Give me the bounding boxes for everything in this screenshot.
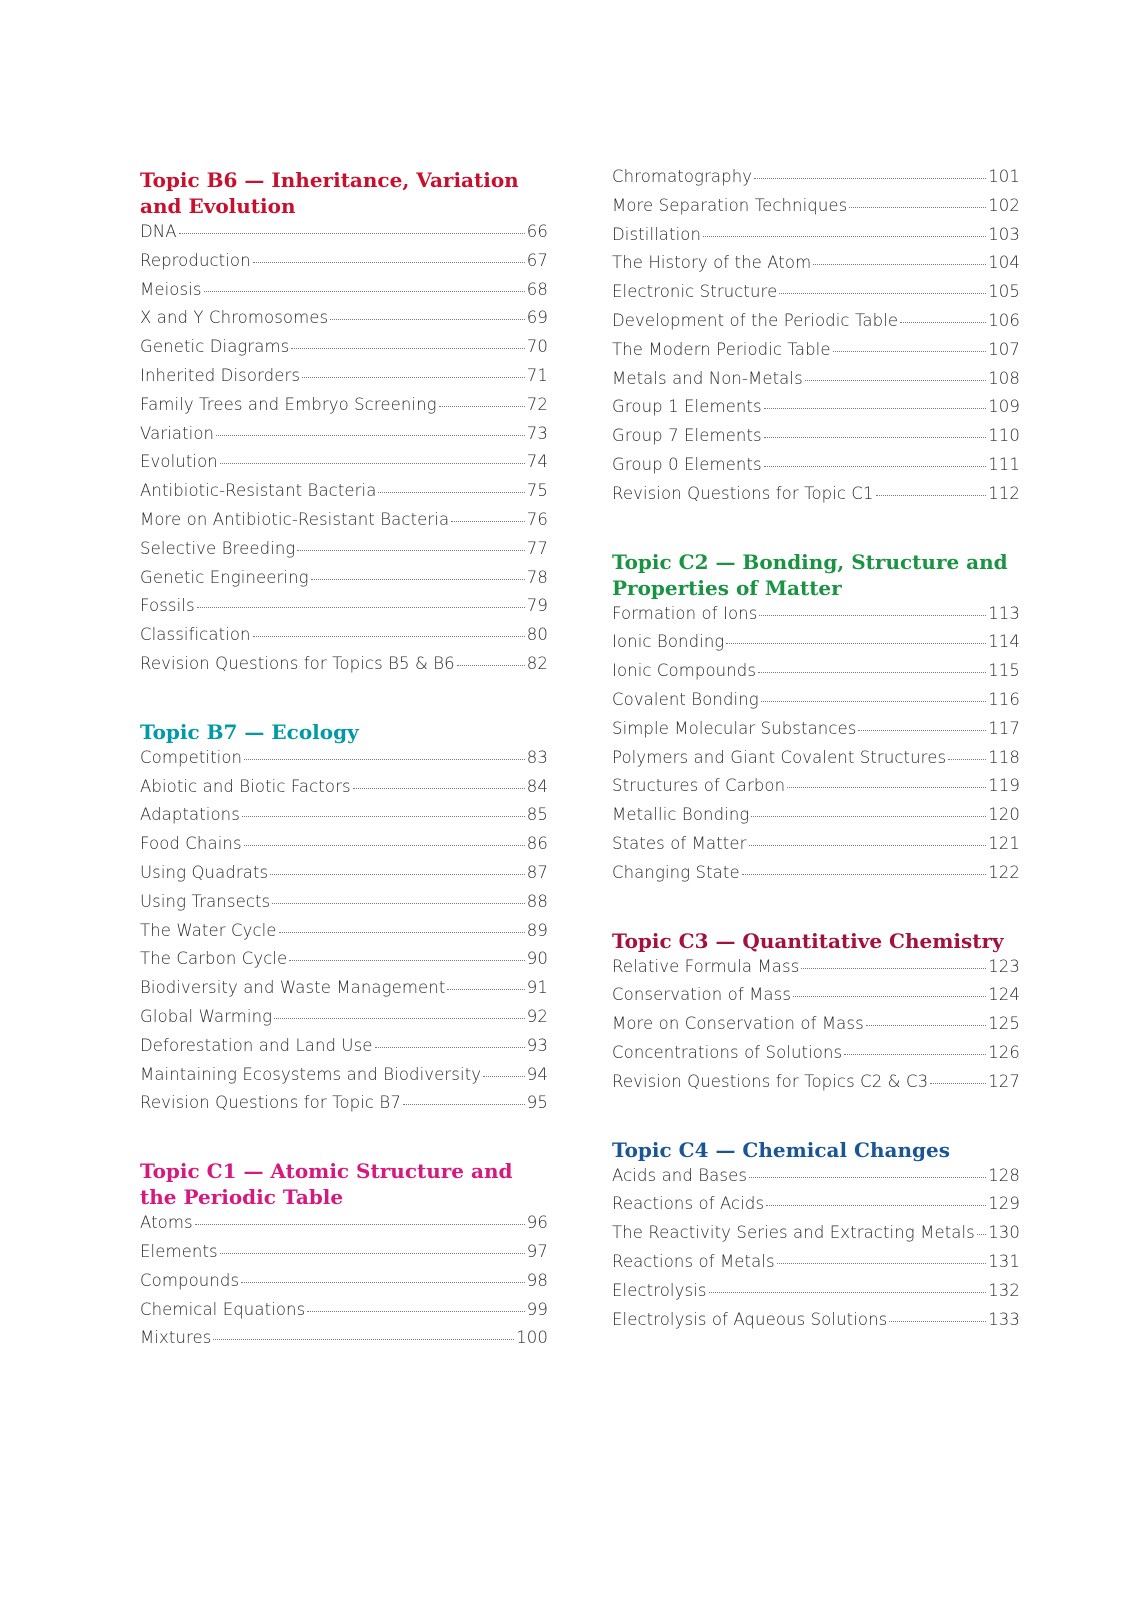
dot-leader <box>787 787 986 788</box>
toc-entry <box>612 253 1020 282</box>
dot-leader <box>403 1104 525 1105</box>
dot-leader <box>457 665 525 666</box>
entry-title: The History of the Atom <box>612 253 812 273</box>
entry-page-number: 130 <box>988 1223 1020 1243</box>
dot-leader <box>244 759 525 760</box>
dot-leader <box>439 406 525 407</box>
dot-leader <box>764 437 986 438</box>
dot-leader <box>726 643 986 644</box>
entry-page-number: 124 <box>988 985 1020 1005</box>
entry-page-number: 69 <box>526 308 548 328</box>
dot-leader <box>777 1263 987 1264</box>
entry-list <box>140 222 548 683</box>
entry-title: Group 0 Elements <box>612 454 762 474</box>
section-topic-b7 <box>140 719 548 1122</box>
dot-leader <box>703 236 986 237</box>
entry-title: X and Y Chromosomes <box>140 308 329 328</box>
toc-entry <box>140 1036 548 1065</box>
dot-leader <box>889 1321 986 1322</box>
toc-entry <box>140 539 548 568</box>
entry-page-number: 125 <box>988 1014 1020 1034</box>
toc-entry <box>612 1223 1020 1252</box>
toc-entry <box>612 282 1020 311</box>
toc-entry <box>612 196 1020 225</box>
dot-leader <box>220 1253 525 1254</box>
entry-page-number: 71 <box>526 365 548 385</box>
entry-list <box>612 604 1020 892</box>
entry-title: Simple Molecular Substances <box>612 718 857 738</box>
toc-entry <box>140 863 548 892</box>
dot-leader <box>274 1018 525 1019</box>
toc-entry <box>612 1072 1020 1101</box>
entry-page-number: 115 <box>988 661 1020 681</box>
entry-page-number: 76 <box>526 509 548 529</box>
toc-entry <box>140 308 548 337</box>
entry-page-number: 129 <box>988 1194 1020 1214</box>
entry-title: Evolution <box>140 452 218 472</box>
toc-entry <box>140 395 548 424</box>
toc-entry <box>140 625 548 654</box>
dot-leader <box>279 932 525 933</box>
dot-leader <box>876 495 987 496</box>
entry-title: Meiosis <box>140 279 202 299</box>
dot-leader <box>302 377 525 378</box>
entry-page-number: 123 <box>988 956 1020 976</box>
entry-page-number: 104 <box>988 253 1020 273</box>
entry-title: Classification <box>140 625 251 645</box>
toc-entry <box>612 1281 1020 1310</box>
section-topic-c3 <box>612 928 1020 1101</box>
dot-leader <box>779 293 986 294</box>
dot-leader <box>272 903 525 904</box>
entry-title: Antibiotic-Resistant Bacteria <box>140 481 377 501</box>
dot-leader <box>375 1047 525 1048</box>
dot-leader <box>242 816 525 817</box>
entry-title: Ionic Bonding <box>612 632 725 652</box>
entry-title: Food Chains <box>140 834 242 854</box>
toc-entry <box>612 340 1020 369</box>
entry-title: Inherited Disorders <box>140 365 301 385</box>
entry-title: Metals and Non-Metals <box>612 368 803 388</box>
entry-title: Metallic Bonding <box>612 805 750 825</box>
toc-entry <box>612 1310 1020 1339</box>
entry-page-number: 117 <box>988 718 1020 738</box>
entry-title: Genetic Engineering <box>140 567 309 587</box>
entry-page-number: 86 <box>526 834 548 854</box>
entry-title: Abiotic and Biotic Factors <box>140 776 351 796</box>
dot-leader <box>253 636 525 637</box>
entry-page-number: 132 <box>988 1280 1020 1300</box>
toc-entry <box>140 568 548 597</box>
entry-list <box>140 748 548 1122</box>
entry-page-number: 80 <box>526 625 548 645</box>
toc-entry <box>140 481 548 510</box>
entry-title: Electronic Structure <box>612 282 778 302</box>
toc-entry <box>612 455 1020 484</box>
entry-title: Revision Questions for Topics B5 & B6 <box>140 653 455 673</box>
entry-title: Fossils <box>140 596 195 616</box>
dot-leader <box>758 672 986 673</box>
section-topic-c2 <box>612 549 1020 892</box>
entry-title: Ionic Compounds <box>612 661 757 681</box>
entry-page-number: 87 <box>526 862 548 882</box>
dot-leader <box>451 521 525 522</box>
dot-leader <box>766 1205 986 1206</box>
toc-entry <box>140 1007 548 1036</box>
toc-entry <box>612 776 1020 805</box>
dot-leader <box>749 845 987 846</box>
toc-entry <box>140 1213 548 1242</box>
toc-entry <box>140 978 548 1007</box>
entry-title: Distillation <box>612 224 702 244</box>
dot-leader <box>297 550 524 551</box>
entry-page-number: 102 <box>988 195 1020 215</box>
entry-page-number: 78 <box>526 567 548 587</box>
dot-leader <box>761 701 986 702</box>
dot-leader <box>195 1224 525 1225</box>
dot-leader <box>483 1076 525 1077</box>
entry-page-number: 98 <box>526 1270 548 1290</box>
section-topic-c1-continued <box>612 167 1020 513</box>
entry-page-number: 133 <box>988 1309 1020 1329</box>
entry-page-number: 128 <box>988 1165 1020 1185</box>
entry-page-number: 73 <box>526 423 548 443</box>
entry-list <box>612 1166 1020 1339</box>
entry-title: Atoms <box>140 1213 193 1233</box>
toc-entry <box>612 369 1020 398</box>
entry-title: Formation of Ions <box>612 603 758 623</box>
toc-entry <box>612 957 1020 986</box>
entry-page-number: 74 <box>526 452 548 472</box>
toc-entry <box>612 661 1020 690</box>
left-column <box>140 167 548 1357</box>
dot-leader <box>751 816 986 817</box>
entry-title: Mixtures <box>140 1328 212 1348</box>
toc-entry <box>140 251 548 280</box>
toc-entry <box>140 1300 548 1329</box>
entry-page-number: 112 <box>988 483 1020 503</box>
entry-title: Reactions of Metals <box>612 1251 775 1271</box>
toc-entry <box>612 484 1020 513</box>
entry-page-number: 120 <box>988 805 1020 825</box>
entry-page-number: 110 <box>988 426 1020 446</box>
toc-entry <box>140 834 548 863</box>
entry-page-number: 99 <box>526 1299 548 1319</box>
toc-entry <box>612 604 1020 633</box>
entry-title: Acids and Bases <box>612 1165 748 1185</box>
entry-title: Using Transects <box>140 891 271 911</box>
toc-entry <box>140 805 548 834</box>
entry-page-number: 85 <box>526 805 548 825</box>
toc-entry <box>612 805 1020 834</box>
toc-entry <box>140 366 548 395</box>
entry-title: The Reactivity Series and Extracting Metals <box>612 1223 975 1243</box>
toc-entry <box>140 510 548 539</box>
entry-page-number: 119 <box>988 776 1020 796</box>
dot-leader <box>244 845 525 846</box>
entry-title: DNA <box>140 222 177 241</box>
dot-leader <box>858 730 986 731</box>
entry-title: Selective Breeding <box>140 538 296 558</box>
toc-entry <box>612 985 1020 1014</box>
entry-page-number: 121 <box>988 833 1020 853</box>
entry-title: Reactions of Acids <box>612 1194 765 1214</box>
toc-entry <box>140 1242 548 1271</box>
dot-leader <box>204 291 525 292</box>
entry-page-number: 127 <box>988 1071 1020 1091</box>
entry-page-number: 131 <box>988 1251 1020 1271</box>
dot-leader <box>849 207 986 208</box>
section-heading: Topic C3 — Quantitative Chemistry <box>612 928 1004 953</box>
dot-leader <box>378 492 524 493</box>
toc-entry <box>140 949 548 978</box>
dot-leader <box>289 960 524 961</box>
dot-leader <box>311 579 525 580</box>
entry-page-number: 89 <box>526 920 548 940</box>
dot-leader <box>220 463 525 464</box>
toc-entry <box>612 1194 1020 1223</box>
entry-title: Elements <box>140 1241 218 1261</box>
entry-page-number: 118 <box>988 747 1020 767</box>
toc-entry <box>140 777 548 806</box>
toc-entry <box>140 654 548 683</box>
section-heading: Topic B7 — Ecology <box>140 719 359 744</box>
dot-leader <box>977 1234 986 1235</box>
entry-page-number: 122 <box>988 862 1020 882</box>
entry-title: Electrolysis <box>612 1280 707 1300</box>
entry-title: Chromatography <box>612 167 753 186</box>
entry-title: Revision Questions for Topics C2 & C3 <box>612 1071 929 1091</box>
dot-leader <box>930 1083 986 1084</box>
entry-page-number: 100 <box>516 1328 548 1348</box>
toc-entry <box>612 426 1020 455</box>
section-topic-c1 <box>140 1158 548 1357</box>
dot-leader <box>253 262 525 263</box>
entry-page-number: 111 <box>988 454 1020 474</box>
toc-entry <box>612 632 1020 661</box>
entry-page-number: 82 <box>526 653 548 673</box>
entry-page-number: 90 <box>526 949 548 969</box>
entry-title: Competition <box>140 747 243 767</box>
entry-page-number: 84 <box>526 776 548 796</box>
entry-title: Conservation of Mass <box>612 985 792 1005</box>
entry-page-number: 79 <box>526 596 548 616</box>
entry-page-number: 92 <box>526 1006 548 1026</box>
entry-title: Polymers and Giant Covalent Structures <box>612 747 947 767</box>
section-heading: Topic C2 — Bonding, Structure and Properties of Matter <box>612 549 1008 600</box>
entry-title: Family Trees and Embryo Screening <box>140 394 437 414</box>
section-topic-c4 <box>612 1137 1020 1339</box>
entry-page-number: 113 <box>988 603 1020 623</box>
entry-title: Compounds <box>140 1270 240 1290</box>
entry-title: Variation <box>140 423 215 443</box>
dot-leader <box>801 968 986 969</box>
toc-entry <box>140 596 548 625</box>
entry-page-number: 95 <box>526 1093 548 1113</box>
entry-page-number: 83 <box>526 747 548 767</box>
toc-entry <box>612 1014 1020 1043</box>
dot-leader <box>241 1282 525 1283</box>
entry-list <box>140 1213 548 1357</box>
entry-page-number: 126 <box>988 1042 1020 1062</box>
entry-title: States of Matter <box>612 833 747 853</box>
toc-entry <box>140 1271 548 1300</box>
dot-leader <box>793 996 986 997</box>
dot-leader <box>805 380 986 381</box>
entry-title: Biodiversity and Waste Management <box>140 978 446 998</box>
entry-page-number: 67 <box>526 250 548 270</box>
entry-page-number: 77 <box>526 538 548 558</box>
dot-leader <box>270 874 525 875</box>
entry-title: The Carbon Cycle <box>140 949 288 969</box>
entry-page-number: 114 <box>988 632 1020 652</box>
toc-entry <box>612 167 1020 196</box>
toc-entry <box>140 748 548 777</box>
entry-title: Changing State <box>612 862 740 882</box>
dot-leader <box>216 435 525 436</box>
entry-page-number: 91 <box>526 978 548 998</box>
dot-leader <box>764 408 986 409</box>
entry-list <box>612 957 1020 1101</box>
entry-page-number: 72 <box>526 394 548 414</box>
entry-title: Development of the Periodic Table <box>612 310 899 330</box>
entry-title: Concentrations of Solutions <box>612 1042 843 1062</box>
dot-leader <box>307 1311 525 1312</box>
entry-list <box>612 167 1020 513</box>
entry-title: More on Antibiotic-Resistant Bacteria <box>140 509 450 529</box>
toc-entry <box>612 311 1020 340</box>
dot-leader <box>197 607 525 608</box>
dot-leader <box>813 264 986 265</box>
entry-title: More Separation Techniques <box>612 195 848 215</box>
dot-leader <box>844 1054 986 1055</box>
section-topic-b6 <box>140 167 548 683</box>
entry-page-number: 93 <box>526 1035 548 1055</box>
toc-entry <box>140 424 548 453</box>
entry-page-number: 108 <box>988 368 1020 388</box>
dot-leader <box>948 759 986 760</box>
entry-page-number: 94 <box>526 1064 548 1084</box>
dot-leader <box>330 319 525 320</box>
entry-page-number: 97 <box>526 1241 548 1261</box>
entry-title: The Water Cycle <box>140 920 277 940</box>
toc-entry <box>612 225 1020 254</box>
entry-title: Adaptations <box>140 805 240 825</box>
dot-leader <box>742 874 986 875</box>
dot-leader <box>764 466 986 467</box>
section-heading: Topic B6 — Inheritance, Variation and Evolution <box>140 168 519 218</box>
dot-leader <box>759 615 986 616</box>
dot-leader <box>447 989 524 990</box>
entry-page-number: 75 <box>526 481 548 501</box>
entry-page-number: 101 <box>988 167 1020 186</box>
entry-page-number: 106 <box>988 310 1020 330</box>
section-heading: Topic C4 — Chemical Changes <box>612 1137 950 1162</box>
toc-entry <box>612 748 1020 777</box>
right-column <box>612 167 1020 1338</box>
entry-page-number: 96 <box>526 1213 548 1233</box>
toc-entry <box>140 892 548 921</box>
toc-entry <box>140 280 548 309</box>
toc-entry <box>140 1093 548 1122</box>
entry-title: Revision Questions for Topic C1 <box>612 483 874 503</box>
toc-entry <box>612 834 1020 863</box>
entry-title: More on Conservation of Mass <box>612 1014 864 1034</box>
entry-page-number: 103 <box>988 224 1020 244</box>
entry-title: Using Quadrats <box>140 862 269 882</box>
toc-entry <box>140 921 548 950</box>
dot-leader <box>866 1025 986 1026</box>
toc-entry <box>140 337 548 366</box>
toc-entry <box>612 1252 1020 1281</box>
entry-page-number: 70 <box>526 337 548 357</box>
toc-entry <box>612 397 1020 426</box>
entry-title: The Modern Periodic Table <box>612 339 831 359</box>
dot-leader <box>749 1177 986 1178</box>
entry-title: Revision Questions for Topic B7 <box>140 1093 401 1113</box>
toc-entry <box>140 1328 548 1357</box>
entry-page-number: 105 <box>988 282 1020 302</box>
entry-title: Structures of Carbon <box>612 776 786 796</box>
entry-title: Electrolysis of Aqueous Solutions <box>612 1309 888 1329</box>
section-heading: Topic C1 — Atomic Structure and the Periodic Table <box>140 1159 513 1210</box>
dot-leader <box>754 178 986 179</box>
toc-entry <box>140 222 548 251</box>
entry-page-number: 107 <box>988 339 1020 359</box>
entry-title: Global Warming <box>140 1006 273 1026</box>
toc-entry <box>612 863 1020 892</box>
entry-page-number: 68 <box>526 279 548 299</box>
entry-title: Maintaining Ecosystems and Biodiversity <box>140 1064 482 1084</box>
entry-title: Relative Formula Mass <box>612 956 800 976</box>
dot-leader <box>179 233 525 234</box>
dot-leader <box>900 322 986 323</box>
toc-entry <box>140 452 548 481</box>
entry-title: Reproduction <box>140 250 251 270</box>
dot-leader <box>709 1292 987 1293</box>
dot-leader <box>353 788 525 789</box>
dot-leader <box>213 1339 514 1340</box>
entry-title: Deforestation and Land Use <box>140 1035 373 1055</box>
entry-page-number: 116 <box>988 689 1020 709</box>
entry-page-number: 109 <box>988 397 1020 417</box>
entry-page-number: 66 <box>526 222 548 241</box>
entry-page-number: 88 <box>526 891 548 911</box>
toc-entry <box>612 719 1020 748</box>
entry-title: Covalent Bonding <box>612 689 759 709</box>
entry-title: Genetic Diagrams <box>140 337 290 357</box>
entry-title: Group 7 Elements <box>612 426 762 446</box>
toc-entry <box>140 1065 548 1094</box>
dot-leader <box>833 351 987 352</box>
toc-entry <box>612 1043 1020 1072</box>
toc-entry <box>612 1166 1020 1195</box>
toc-entry <box>612 690 1020 719</box>
dot-leader <box>291 348 524 349</box>
entry-title: Chemical Equations <box>140 1299 306 1319</box>
entry-title: Group 1 Elements <box>612 397 762 417</box>
